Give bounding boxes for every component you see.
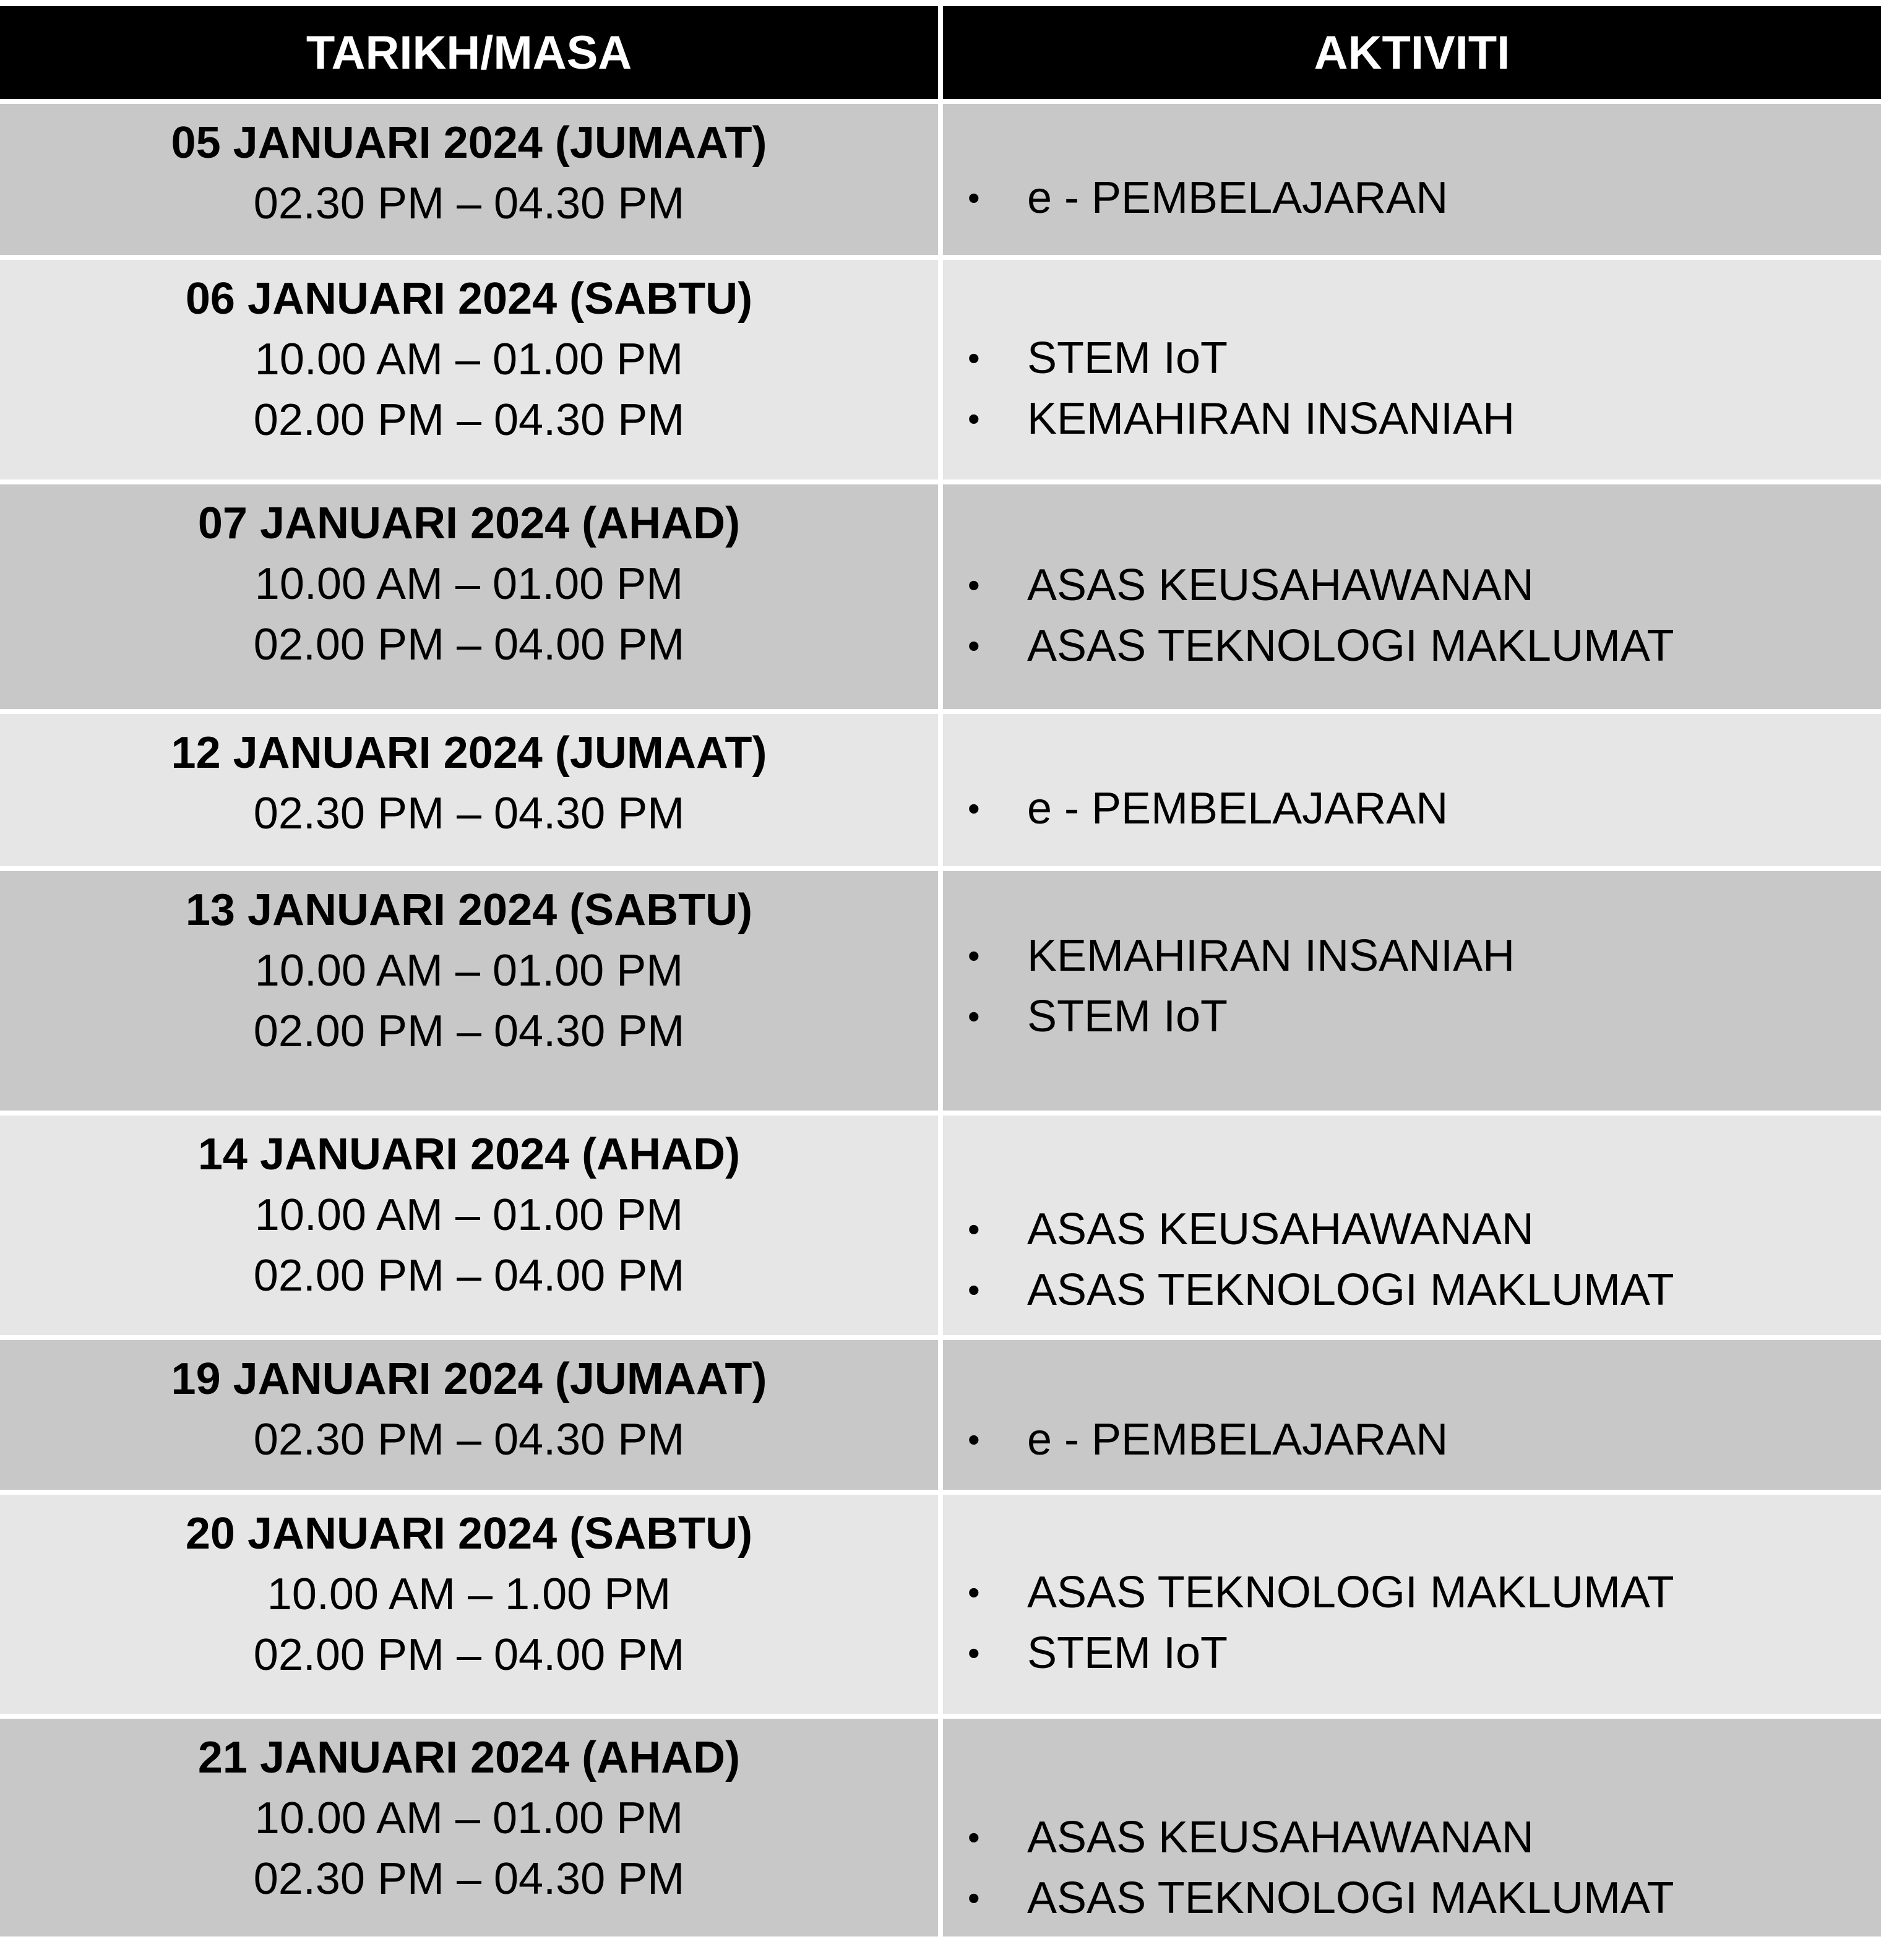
activity-label: ASAS KEUSAHAWANAN xyxy=(1027,1813,1534,1862)
row-date-cell xyxy=(0,871,938,1111)
row-time: 02.00 PM – 04.00 PM xyxy=(253,1251,685,1300)
row-time: 10.00 AM – 01.00 PM xyxy=(254,1794,684,1843)
activity-item xyxy=(943,555,1881,616)
row-date: 14 JANUARI 2024 (AHAD) xyxy=(197,1130,741,1179)
header-aktiviti: AKTIVITI xyxy=(943,6,1881,99)
activity-item xyxy=(943,1868,1881,1928)
row-date: 12 JANUARI 2024 (JUMAAT) xyxy=(171,728,767,778)
bullet-icon: • xyxy=(968,625,980,665)
activity-item xyxy=(943,616,1881,676)
row-time: 10.00 AM – 1.00 PM xyxy=(267,1570,671,1619)
row-time: 02.30 PM – 04.30 PM xyxy=(253,1854,685,1904)
row-date: 19 JANUARI 2024 (JUMAAT) xyxy=(171,1354,767,1404)
row-time: 10.00 AM – 01.00 PM xyxy=(254,335,684,384)
row-date-cell xyxy=(0,104,938,255)
row-time: 02.30 PM – 04.30 PM xyxy=(253,1415,685,1464)
bullet-icon: • xyxy=(968,565,980,604)
row-time: 02.00 PM – 04.00 PM xyxy=(253,620,685,669)
activity-label: STEM IoT xyxy=(1027,333,1228,383)
activity-item xyxy=(943,168,1881,228)
row-date-cell xyxy=(0,714,938,866)
row-date-cell xyxy=(0,1340,938,1490)
activity-label: e - PEMBELAJARAN xyxy=(1027,173,1448,223)
bullet-icon: • xyxy=(968,1209,980,1249)
activity-label: ASAS TEKNOLOGI MAKLUMAT xyxy=(1027,1873,1674,1923)
row-date-cell xyxy=(0,1495,938,1714)
row-date-cell xyxy=(0,260,938,479)
row-activity-cell xyxy=(943,260,1881,479)
row-activity-cell xyxy=(943,1115,1881,1335)
activity-label: e - PEMBELAJARAN xyxy=(1027,1415,1448,1464)
row-time: 02.30 PM – 04.30 PM xyxy=(253,179,685,228)
bullet-icon: • xyxy=(968,1420,980,1459)
row-date: 07 JANUARI 2024 (AHAD) xyxy=(197,499,741,548)
row-time: 10.00 AM – 01.00 PM xyxy=(254,559,684,609)
activity-item xyxy=(943,986,1881,1047)
bullet-icon: • xyxy=(968,338,980,377)
row-time: 10.00 AM – 01.00 PM xyxy=(254,946,684,995)
activity-item xyxy=(943,926,1881,986)
bullet-icon: • xyxy=(968,398,980,438)
bullet-icon: • xyxy=(968,1818,980,1857)
row-activity-cell xyxy=(943,1495,1881,1714)
activity-item xyxy=(943,1562,1881,1623)
row-time: 02.30 PM – 04.30 PM xyxy=(253,789,685,838)
activity-label: STEM IoT xyxy=(1027,1628,1228,1678)
row-date: 21 JANUARI 2024 (AHAD) xyxy=(197,1733,741,1782)
row-date-cell xyxy=(0,484,938,709)
schedule-table xyxy=(0,6,1881,1936)
row-time: 02.00 PM – 04.00 PM xyxy=(253,1630,685,1680)
row-time: 10.00 AM – 01.00 PM xyxy=(254,1190,684,1240)
row-activity-cell xyxy=(943,104,1881,255)
activity-item xyxy=(943,778,1881,839)
bullet-icon: • xyxy=(968,1633,980,1672)
row-date-cell xyxy=(0,1115,938,1335)
row-date: 06 JANUARI 2024 (SABTU) xyxy=(185,274,753,324)
activity-label: e - PEMBELAJARAN xyxy=(1027,784,1448,833)
bullet-icon: • xyxy=(968,178,980,217)
row-activity-cell xyxy=(943,871,1881,1111)
row-date: 13 JANUARI 2024 (SABTU) xyxy=(185,885,753,935)
activity-label: STEM IoT xyxy=(1027,992,1228,1041)
bullet-icon: • xyxy=(968,997,980,1036)
activity-label: KEMAHIRAN INSANIAH xyxy=(1027,393,1515,444)
activity-item xyxy=(943,328,1881,389)
activity-label: ASAS TEKNOLOGI MAKLUMAT xyxy=(1027,621,1674,671)
activity-label: ASAS KEUSAHAWANAN xyxy=(1027,560,1534,610)
activity-label: ASAS TEKNOLOGI MAKLUMAT xyxy=(1027,1568,1674,1617)
activity-label: ASAS KEUSAHAWANAN xyxy=(1027,1204,1534,1254)
activity-label: KEMAHIRAN INSANIAH xyxy=(1027,931,1515,981)
row-date: 20 JANUARI 2024 (SABTU) xyxy=(185,1509,753,1558)
bullet-icon: • xyxy=(968,1878,980,1917)
activity-item xyxy=(943,1260,1881,1320)
activity-item xyxy=(943,1623,1881,1683)
activity-item xyxy=(943,1807,1881,1868)
bullet-icon: • xyxy=(968,936,980,975)
header-tarikh-masa: TARIKH/MASA xyxy=(0,6,938,99)
row-date: 05 JANUARI 2024 (JUMAAT) xyxy=(171,118,767,168)
row-time: 02.00 PM – 04.30 PM xyxy=(253,1007,685,1056)
row-activity-cell xyxy=(943,484,1881,709)
activity-item xyxy=(943,1199,1881,1260)
activity-item xyxy=(943,1409,1881,1470)
row-activity-cell xyxy=(943,1719,1881,1936)
bullet-icon: • xyxy=(968,1573,980,1612)
row-activity-cell xyxy=(943,1340,1881,1490)
row-time: 02.00 PM – 04.30 PM xyxy=(253,395,685,445)
activity-label: ASAS TEKNOLOGI MAKLUMAT xyxy=(1027,1265,1674,1315)
row-date-cell xyxy=(0,1719,938,1936)
row-activity-cell xyxy=(943,714,1881,866)
bullet-icon: • xyxy=(968,1270,980,1309)
bullet-icon: • xyxy=(968,789,980,828)
activity-item xyxy=(943,389,1881,449)
